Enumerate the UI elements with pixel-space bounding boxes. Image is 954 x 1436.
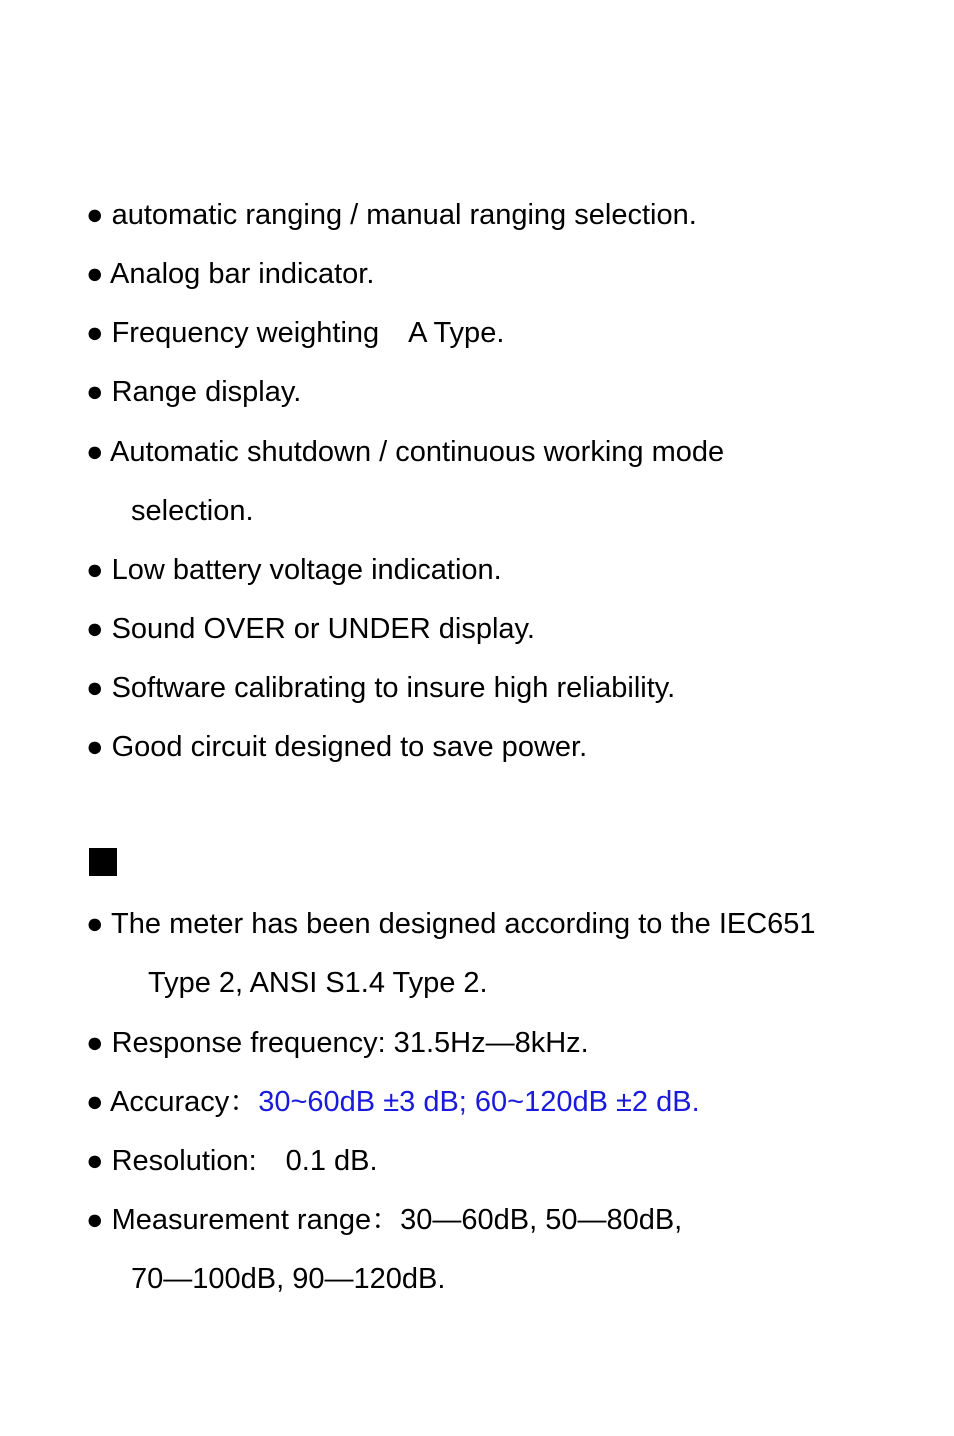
spec-measurement-range-continued: 70—100dB, 90—120dB. bbox=[131, 1263, 446, 1295]
spec-standard-continued: Type 2, ANSI S1.4 Type 2. bbox=[148, 967, 488, 999]
feature-low-battery: ● Low battery voltage indication. bbox=[86, 554, 502, 586]
feature-frequency-weighting: ● Frequency weighting A Type. bbox=[86, 317, 505, 349]
section-square-icon bbox=[89, 848, 117, 876]
spec-accuracy-value: 30~60dB ±3 dB; 60~120dB ±2 dB. bbox=[258, 1086, 700, 1118]
spec-standard: ● The meter has been designed according to the IEC651 bbox=[86, 908, 816, 940]
feature-auto-shutdown: ● Automatic shutdown / continuous working mode bbox=[86, 436, 725, 468]
feature-analog-bar: ● Analog bar indicator. bbox=[86, 258, 375, 290]
feature-auto-ranging: ● automatic ranging / manual ranging selection. bbox=[86, 199, 697, 231]
feature-over-under: ● Sound OVER or UNDER display. bbox=[86, 613, 535, 645]
spec-accuracy bbox=[86, 1084, 700, 1120]
feature-power-saving: ● Good circuit designed to save power. bbox=[86, 731, 588, 763]
feature-auto-shutdown-continued: selection. bbox=[131, 495, 254, 527]
feature-range-display: ● Range display. bbox=[86, 376, 302, 408]
spec-response-frequency: ● Response frequency: 31.5Hz—8kHz. bbox=[86, 1027, 589, 1059]
feature-software-calibrating: ● Software calibrating to insure high reliability. bbox=[86, 672, 676, 704]
spec-resolution: ● Resolution: 0.1 dB. bbox=[86, 1145, 378, 1177]
spec-accuracy-label: ● Accuracy： bbox=[86, 1086, 259, 1118]
spec-measurement-range: ● Measurement range：30—60dB, 50—80dB, bbox=[86, 1204, 683, 1236]
